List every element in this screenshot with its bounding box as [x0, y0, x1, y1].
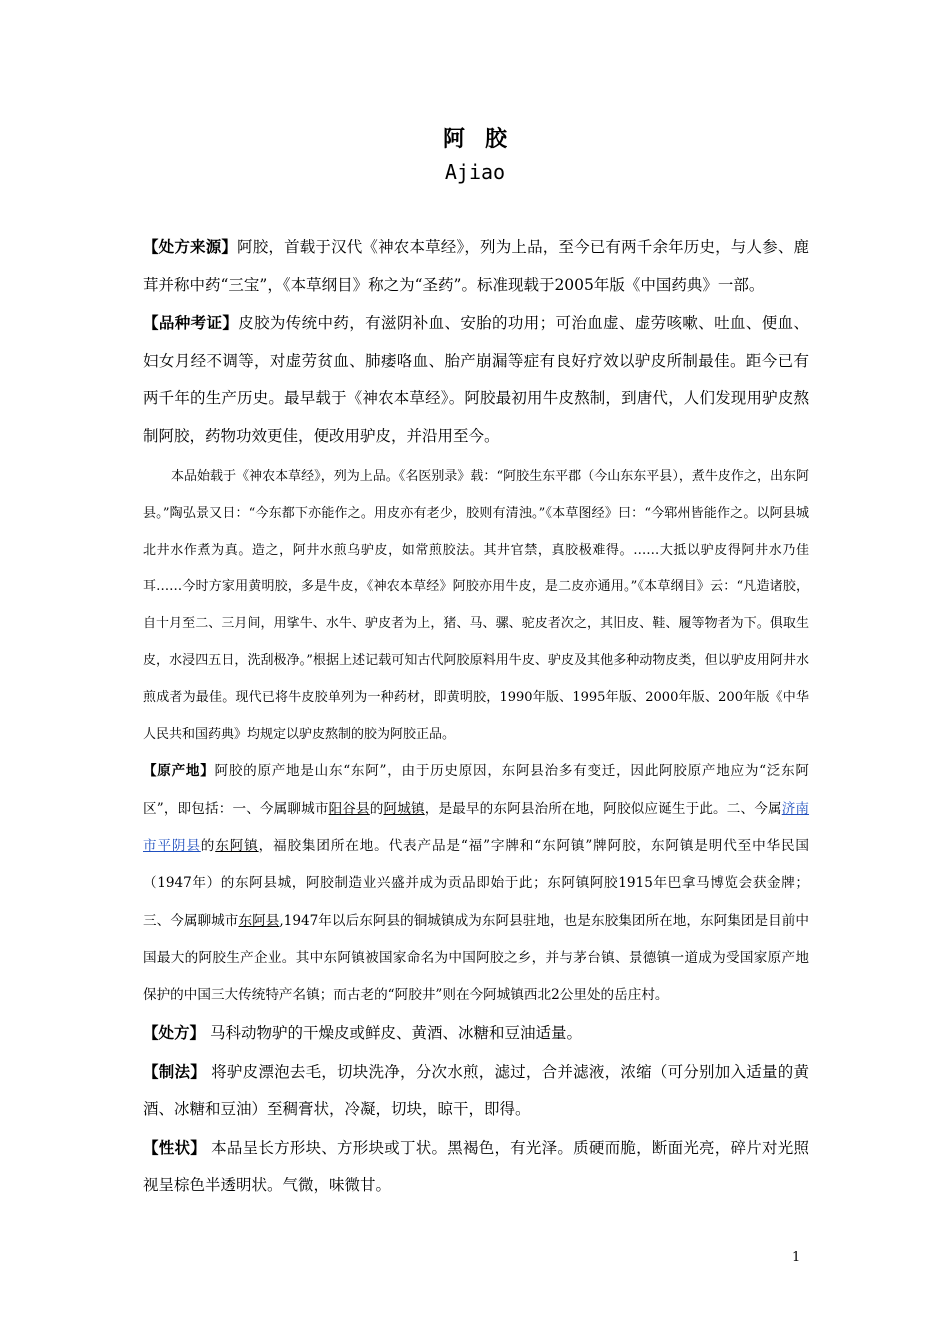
section-source-text: 阿胶，首载于汉代《神农本草经》，列为上品，至今已有两千余年历史，与人参、鹿茸并称中药“三宝”，《本草纲目》称之为“圣药”。标准现载于2005年版《中国药典》一部。	[143, 238, 809, 294]
origin-text-3: ，是最早的东阿县治所在地，阿胶似应诞生于此。二、今属	[424, 800, 782, 817]
section-prescription-label: 【处方】	[143, 1023, 206, 1043]
section-preparation	[143, 1053, 809, 1129]
origin-link-donge-county[interactable]: 东阿县	[238, 912, 280, 929]
section-origin-label: 【原产地】	[143, 763, 215, 780]
origin-text-2: 的	[369, 800, 384, 817]
page-number: 1	[792, 1250, 801, 1265]
origin-link-yanggu[interactable]: 阳谷县	[328, 800, 370, 817]
section-source	[143, 228, 809, 304]
section-history-note: 本品始载于《神农本草经》，列为上品。《名医别录》载：“阿胶生东平郡（今山东东平县），煮牛皮作之，出东阿县。”陶弘景又日：“今东都下亦能作之。用皮亦有老少，胶则有清浊。”《本草图经》曰：“今郓州皆能作之。以阿县城北井水作煮为真。造之，阿井水煎乌驴皮，如常煎胶法。其井官禁，真胶极难得。……大抵以驴皮得阿井水乃佳耳……今时方家用黄明胶，多是牛皮，《神农本草经》阿胶亦用牛皮，是二皮亦通用。”《本草纲目》云：“凡造诸胶，自十月至二、三月间，用挲牛、水牛、驴皮者为上，猪、马、骡、驼皮者次之，其旧皮、鞋、履等物者为下。俱取生皮，水浸四五日，洗刮极净。”根据上述记载可知古代阿胶原料用牛皮、驴皮及其他多种动物皮类，但以驴皮用阿井水煎成者为最佳。现代已将牛皮胶单列为一种药材，即黄明胶，1990年版、1995年版、2000年版、200年版《中华人民共和国药典》均规定以驴皮熬制的胶为阿胶正品。	[143, 469, 809, 742]
origin-link-donge-town[interactable]: 东阿镇	[215, 837, 259, 854]
section-prescription-text: 马科动物驴的干燥皮或鲜皮、黄酒、冰糖和豆油适量。	[205, 1024, 582, 1043]
origin-link-acheng[interactable]: 阿城镇	[383, 800, 425, 817]
section-verification-text: 皮胶为传统中药，有滋阴补血、安胎的功用；可治血虚、虚劳咳嗽、吐血、便血、妇女月经不调等，对虚劳贫血、肺痿咯血、胎产崩漏等症有良好疗效以驴皮所制最佳。距今已有两千年的生产历史。最早载于《神农本草经》。阿胶最初用牛皮熬制，到唐代，人们发现用驴皮熬制阿胶，药物功效更佳，便改用驴皮，并沿用至今。	[143, 314, 809, 445]
section-source-label: 【处方来源】	[143, 237, 238, 256]
origin-text-4: 的	[200, 837, 216, 854]
section-verification	[143, 304, 809, 455]
section-properties-text: 本品呈长方形块、方形块或丁状。黑褐色，有光泽。质硬而脆，断面光亮，碎片对光照视呈棕色半透明状。气微，味微甘。	[143, 1138, 809, 1195]
section-properties-label: 【性状】	[143, 1137, 206, 1157]
section-origin	[143, 753, 809, 1014]
origin-text-1: 阿胶的原产地是山东“东阿”，由于历史原因，东阿县治多有变迁，因此阿胶原产地应为“泛东阿区”，即包括：一、今属聊城市	[143, 763, 809, 817]
section-properties	[143, 1129, 809, 1205]
origin-text-6: ,1947年以后东阿县的铜城镇成为东阿县驻地，也是东胶集团所在地，东阿集团是目前中国最大的阿胶生产企业。其中东阿镇被国家命名为中国阿胶之乡，并与茅台镇、景德镇一道成为受国家原产地保护的中国三大传统特产名镇；而古老的“阿胶井”则在今阿城镇西北2公里处的岳庄村。	[143, 912, 810, 1004]
page-title: 阿胶	[442, 126, 527, 152]
origin-link-pingyin[interactable]: 济南市平阴县	[143, 800, 810, 854]
section-verification-label: 【品种考证】	[143, 313, 239, 332]
page-subtitle: Ajiao	[444, 160, 506, 184]
document-body	[143, 228, 809, 1205]
section-preparation-text: 将驴皮漂泡去毛，切块洗净，分次水煎，滤过，合并滤液，浓缩（可分别加入适量的黄酒、冰糖和豆油）至稠膏状，冷凝，切块，晾干，即得。	[143, 1062, 809, 1119]
section-preparation-label: 【制法】	[143, 1061, 206, 1081]
origin-text-5: ，福胶集团所在地。代表产品是“福”字牌和“东阿镇”牌阿胶，东阿镇是明代至中华民国（1947年）的东阿县城，阿胶制造业兴盛并成为贡品即始于此；东阿镇阿胶1915年巴拿马博览会获金牌；三、今属聊城市	[143, 837, 810, 929]
section-prescription	[143, 1014, 809, 1053]
